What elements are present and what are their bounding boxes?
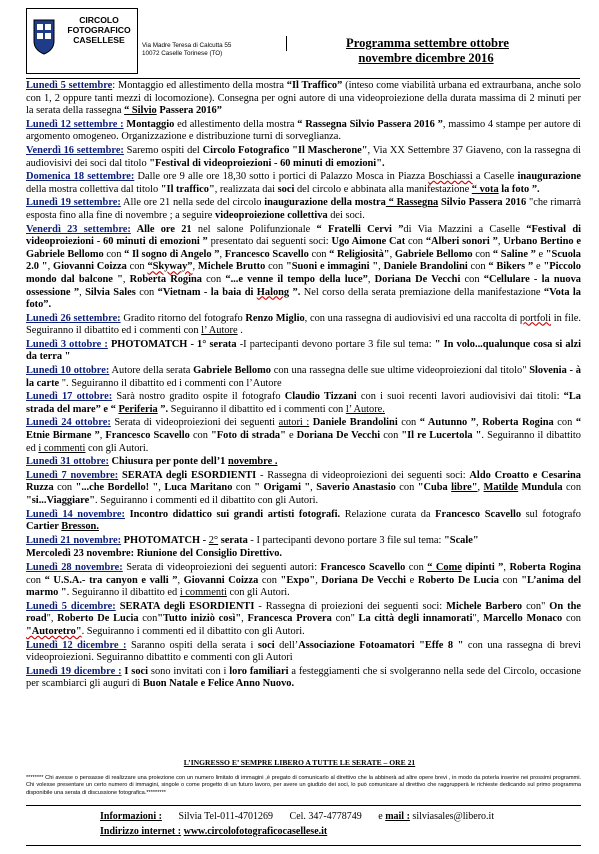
entry-text: “Festival di videoproiezioni - 60 minuti di emozioni ” bbox=[26, 223, 582, 248]
entry-text: - I partecipanti devono portare 3 file sul tema: bbox=[247, 534, 445, 546]
entry-text: novembre . bbox=[227, 456, 278, 468]
entry-text: "Scale" bbox=[444, 534, 479, 546]
address-line-1: Via Madre Teresa di Calcutta 55 bbox=[142, 42, 232, 49]
entry-text: , bbox=[219, 248, 225, 260]
entry-text: ". Seguiranno il dibattito ed i commenti con l’Autore bbox=[59, 377, 282, 389]
entry-text: con i suoi recenti lavori audiovisivi dai titoli: bbox=[356, 391, 564, 403]
program-entry bbox=[26, 417, 581, 455]
entry-text: a Caselle bbox=[472, 171, 518, 183]
logo-text bbox=[62, 15, 136, 45]
footer-divider-top bbox=[26, 805, 581, 806]
entry-text: , bbox=[503, 561, 510, 573]
info-label: Informazioni : bbox=[100, 811, 162, 822]
entry-text: Alle ore 21 nella sede del circolo bbox=[120, 197, 265, 209]
entry-text: “Cellulare - la nuova ossessione ” bbox=[26, 273, 581, 298]
entry-text: Buon Natale e Felice Anno Nuovo. bbox=[142, 678, 295, 690]
entry-text: del circolo e abbinata alla manifestazione bbox=[294, 183, 472, 195]
entry-text: Luca Maritano bbox=[164, 482, 233, 494]
logo-line-1: CIRCOLO bbox=[79, 15, 119, 25]
entry-text: Roberto De Lucia bbox=[417, 574, 499, 586]
entry-text: i commenti bbox=[38, 442, 86, 454]
entry-text: sono invitati con i bbox=[148, 665, 230, 677]
entry-text: con bbox=[53, 482, 76, 494]
entry-text: Doriana De Vecchi bbox=[321, 574, 406, 586]
entry-text: e bbox=[533, 261, 544, 273]
entry-text: libre" bbox=[451, 482, 478, 494]
header-divider bbox=[26, 78, 580, 79]
entry-text: dei soci. bbox=[327, 209, 365, 221]
entry-date: Lunedì 14 novembre: bbox=[26, 508, 126, 520]
entry-text: “ Il sogno di Angelo ” bbox=[124, 248, 220, 260]
entry-text: Nel corso della serata premiazione della manifestazione bbox=[300, 286, 544, 298]
entry-text: , bbox=[241, 613, 248, 625]
entry-text: "Festival di videoproiezioni - 60 minuti di emozioni". bbox=[149, 157, 385, 169]
web-label: Indirizzo internet : bbox=[100, 826, 182, 837]
entry-text: , bbox=[497, 236, 504, 248]
entry-text: , bbox=[79, 286, 86, 298]
entry-text: Serata di videoproiezioni dei seguenti bbox=[110, 417, 279, 429]
entry-text: i commenti bbox=[179, 587, 227, 599]
entry-text: “Vota la foto”. bbox=[26, 286, 582, 311]
entry-text: Alle ore 21 bbox=[130, 223, 192, 235]
program-entry bbox=[26, 640, 581, 665]
entry-text: Mundula bbox=[518, 482, 563, 494]
entry-text: On the road bbox=[26, 600, 581, 625]
entry-text: Riunione del Consiglio Direttivo. bbox=[134, 548, 283, 560]
entry-text: sul fotografo bbox=[521, 508, 581, 520]
entry-text: Montaggio bbox=[123, 118, 175, 130]
entry-text: “ Silvio bbox=[124, 105, 157, 117]
entry-text: Chiusura per ponte dell’1 bbox=[108, 456, 228, 468]
footer-divider-bottom bbox=[26, 845, 581, 846]
entry-text: Roberta Rogina bbox=[509, 561, 581, 573]
entry-date: Lunedì 28 novembre: bbox=[26, 561, 123, 573]
entry-text: Silvia Sales bbox=[85, 286, 136, 298]
entry-text: , bbox=[177, 574, 184, 586]
contact-and: e bbox=[378, 811, 383, 822]
entry-text: Roberto De Lucia bbox=[57, 613, 139, 625]
entry-text: con gli Autori. bbox=[85, 442, 149, 454]
entry-text: Dalle ore 9 alle ore 18,30 sotto i portici di Palazzo Mosca in Piazza bbox=[134, 171, 429, 183]
entry-text: in file. Seguiranno il dibattito ed i commenti con bbox=[26, 312, 581, 337]
entry-text: "Il traffico" bbox=[160, 183, 215, 195]
entry-text: serata bbox=[218, 534, 248, 546]
entry-text: . Seguiranno il dibattito ed bbox=[66, 587, 180, 599]
entry-text: , bbox=[158, 482, 165, 494]
website-link[interactable]: www.circolofotograficocasellese.it bbox=[183, 826, 328, 837]
entry-text: "Suoni e immagini " bbox=[285, 261, 379, 273]
header bbox=[26, 8, 580, 78]
entry-text: Francesca Provera bbox=[247, 613, 332, 625]
entry-text: “Vietnam - la baia di bbox=[157, 286, 257, 298]
entry-text: Daniele Brandolini bbox=[383, 261, 468, 273]
entry-text: , bbox=[192, 261, 198, 273]
logo-line-2: FOTOGRAFICO bbox=[67, 25, 131, 35]
entry-text: . Seguiranno i commenti ed il dibattito con gli Autori. bbox=[81, 625, 305, 637]
contact-cell: Cel. 347-4778749 bbox=[289, 811, 362, 822]
entry-text: con bbox=[138, 613, 158, 625]
entry-text: Cartier bbox=[26, 521, 62, 533]
entry-text: con bbox=[460, 273, 484, 285]
entry-text: con bbox=[258, 574, 281, 586]
entry-text: Periferia bbox=[118, 403, 158, 415]
entry-text: "Tutto iniziò così" bbox=[157, 613, 242, 625]
entry-text: Gabriele Bellomo bbox=[394, 248, 473, 260]
entry-date: Venerdì 16 settembre: bbox=[26, 144, 124, 156]
entry-date: Lunedì 3 ottobre : bbox=[26, 338, 108, 350]
program-entry bbox=[26, 562, 581, 600]
entry-text: Urbano Bertino e Gabriele Bellomo bbox=[26, 236, 581, 260]
entry-text: “ Bikers ” bbox=[488, 261, 534, 273]
entry-text: Renzo Miglio bbox=[245, 312, 305, 324]
entry-date: Lunedì 7 novembre: bbox=[26, 469, 119, 481]
logo-line-3: CASELLESE bbox=[73, 35, 125, 45]
entry-text: della mostra collettiva dal titolo bbox=[26, 183, 161, 195]
entry-text: , bbox=[99, 430, 106, 442]
entry-text: inaugurazione della mostra bbox=[264, 197, 386, 209]
entry-date: Lunedì 19 settembre: bbox=[26, 197, 121, 209]
entry-text: SERATA degli ESORDIENTI bbox=[118, 469, 257, 481]
entry-text: e bbox=[535, 248, 546, 260]
entry-text: “ vota bbox=[471, 183, 499, 195]
entry-text: la foto ”. bbox=[498, 183, 540, 195]
contact-name-phone: Silvia Tel-011-4701269 bbox=[178, 811, 274, 822]
entry-text: , bbox=[122, 273, 130, 285]
entry-text: loro familiari bbox=[229, 665, 289, 677]
entry-date: Lunedì 5 settembre bbox=[26, 80, 113, 91]
entry-text: “ U.S.A.- tra canyon e valli ” bbox=[44, 574, 178, 586]
entry-text: - Rassegna di videoproiezioni dei seguenti soci: bbox=[256, 469, 470, 481]
entry-text: l’ Autore. bbox=[345, 403, 385, 415]
entry-text: con bbox=[265, 261, 286, 273]
program-entries bbox=[26, 80, 581, 692]
contact-info bbox=[100, 811, 494, 822]
free-entry-notice: L’INGRESSO E’ SEMPRE LIBERO A TUTTE LE SERATE – ORE 21 bbox=[183, 758, 416, 767]
entry-text: dell’ bbox=[274, 639, 299, 651]
entry-text: con bbox=[189, 430, 212, 442]
entry-text: Doriana De Vecchi bbox=[374, 273, 461, 285]
entry-text: con" bbox=[331, 613, 359, 625]
entry-date: Venerdì 23 settembre: bbox=[26, 223, 131, 235]
entry-text: "si...Viaggiare" bbox=[26, 495, 95, 506]
entry-text: Saverio Anastasio bbox=[316, 482, 396, 494]
entry-text: “ Autunno ” bbox=[419, 417, 476, 429]
entry-text: Associazione Fotoamatori bbox=[298, 639, 415, 651]
entry-text: con bbox=[135, 286, 158, 298]
entry-text: con bbox=[498, 574, 522, 586]
program-entry bbox=[26, 313, 581, 338]
entry-text: Passera 2016” bbox=[156, 105, 222, 117]
entry-text: Circolo Fotografico "Il Mascherone" bbox=[202, 144, 368, 156]
program-entry bbox=[26, 456, 581, 469]
entry-text: Serata di videoproiezioni dei seguenti autori: bbox=[122, 561, 321, 573]
entry-text: “ Religiosità" bbox=[329, 248, 390, 260]
shield-icon bbox=[33, 19, 55, 55]
entry-text: “Il Traffico” bbox=[286, 80, 343, 91]
entry-text: Seguiranno il dibattito ed i commenti con bbox=[168, 403, 346, 415]
contact-email[interactable]: silviasales@libero.it bbox=[412, 811, 495, 822]
program-entry bbox=[26, 365, 581, 390]
entry-text: “ Etnie Birmane ” bbox=[26, 417, 582, 442]
entry-text: "Scuola 2.0 " bbox=[26, 248, 581, 273]
entry-text: ed allestimento della mostra bbox=[174, 118, 298, 130]
entry-date: Lunedì 19 dicembre : bbox=[26, 665, 122, 677]
entry-text: dipinti ” bbox=[461, 561, 504, 573]
entry-text: Gabriele Bellomo bbox=[193, 365, 271, 377]
entry-text: . Seguiranno i commenti ed il dibattito con gli Autori. bbox=[94, 495, 319, 506]
entry-text: con una rassegna delle sue ultime videoproiezioni dal titolo" bbox=[270, 365, 530, 377]
entry-text: Boschiassi bbox=[428, 171, 473, 183]
entry-text: Aldo Croatto e Cesarina Ruzza bbox=[26, 469, 582, 494]
entry-date: Lunedì 10 ottobre: bbox=[26, 365, 110, 377]
entry-text: Saranno ospiti della serata i bbox=[126, 639, 258, 651]
entry-text: PHOTOMATCH - bbox=[121, 534, 209, 546]
club-address bbox=[142, 42, 231, 58]
entry-text: Matilde bbox=[483, 482, 519, 494]
entry-text: . Seguiranno il dibattito ed bbox=[26, 430, 581, 454]
entry-text: ”. bbox=[289, 286, 301, 298]
entry-text: - Rassegna di proiezioni dei seguenti soci: bbox=[254, 600, 447, 612]
entry-text: con bbox=[308, 248, 330, 260]
entry-text: Autore della serata bbox=[109, 365, 194, 377]
entry-text: Francesco Scavello bbox=[224, 248, 309, 260]
entry-text: presentato dai seguenti soci: bbox=[207, 236, 332, 248]
entry-date: Lunedì 24 ottobre: bbox=[26, 417, 111, 429]
entry-date: Domenica 18 settembre: bbox=[26, 171, 135, 183]
entry-text: Michele Barbero bbox=[446, 600, 523, 612]
entry-text: “La strada del mare” e “ bbox=[26, 391, 581, 415]
entry-text: inaugurazione bbox=[517, 171, 581, 183]
entry-text: Marcello Monaco bbox=[483, 613, 563, 625]
entry-text: “ Rassegna bbox=[385, 197, 439, 209]
entry-date: Lunedì 17 ottobre: bbox=[26, 391, 113, 403]
entry-text: e bbox=[405, 574, 418, 586]
entry-text: Doriana De Vecchi bbox=[296, 430, 381, 442]
entry-text: con bbox=[397, 417, 420, 429]
entry-text: "L’anima del marmo " bbox=[26, 574, 582, 599]
entry-text: Giovanni Coizza bbox=[183, 574, 259, 586]
mail-label: mail : bbox=[385, 811, 410, 822]
entry-text: , bbox=[47, 261, 53, 273]
entry-text: , Via XX Settembre 37 Giaveno, con la rassegna di audiovisivi dei soci dal titolo bbox=[26, 144, 581, 169]
program-entry bbox=[26, 197, 581, 222]
entry-text: Francesco Scavello bbox=[105, 430, 190, 442]
entry-text: di Via Mazzini a Caselle bbox=[403, 223, 527, 235]
entry-text: , massimo 4 stampe per autore di argomento omogeneo. Organizzazione e distribuzione turni di sorveglianza. bbox=[26, 118, 581, 143]
entry-text: "Effe 8 " bbox=[419, 639, 464, 651]
entry-text: con bbox=[201, 273, 226, 285]
entry-text: con gli Autori. bbox=[226, 587, 290, 599]
entry-text: Francesco Scavello bbox=[320, 561, 406, 573]
entry-text: ", bbox=[472, 613, 484, 625]
website-info bbox=[100, 826, 327, 837]
entry-text: a festeggiamenti che si svolgeranno nella sede del Circolo, occasione per scambiarci gli auguri di bbox=[26, 665, 582, 690]
entry-text: "Piccolo mondo dal balcone " bbox=[26, 261, 581, 285]
entry-text: “Skyway” bbox=[147, 261, 193, 273]
entry-date: Lunedì 26 settembre: bbox=[26, 312, 121, 324]
entry-text: con bbox=[232, 482, 255, 494]
entry-text: Slovenia - à la carte bbox=[26, 365, 581, 389]
entry-text: videoproiezione collettiva bbox=[215, 209, 328, 221]
entry-text: PHOTOMATCH - 1° serata bbox=[107, 338, 237, 350]
entry-text: Roberta Rogina bbox=[482, 417, 554, 429]
entry-text: con" bbox=[522, 600, 550, 612]
entry-text: , realizzata dai bbox=[214, 183, 278, 195]
entry-text: "Il re Lucertola " bbox=[401, 430, 482, 442]
entry-text: ", bbox=[46, 613, 58, 625]
entry-text: "...che Bordello! " bbox=[75, 482, 159, 494]
entry-text: Daniele Brandolini bbox=[309, 417, 398, 429]
entry-text: Michele Brutto bbox=[197, 261, 266, 273]
entry-text: " In volo...qualunque cosa si alzi da terra " bbox=[26, 338, 581, 363]
entry-text: nel salone Polifunzionale bbox=[191, 223, 317, 235]
entry-text: Giovanni Coizza bbox=[52, 261, 127, 273]
entry-text: Incontro didattico sui grandi artisti fotografi. bbox=[125, 508, 341, 520]
entry-text: Gradito ritorno del fotografo bbox=[120, 312, 246, 324]
program-entry bbox=[26, 80, 581, 118]
entry-text: Francesco Scavello bbox=[435, 508, 522, 520]
entry-text: : Montaggio ed allestimento della mostra bbox=[112, 80, 287, 91]
entry-date: Lunedì 12 dicembre : bbox=[26, 639, 127, 651]
entry-text: Bresson. bbox=[61, 521, 99, 533]
entry-text: con bbox=[26, 574, 45, 586]
entry-text: "Foto di strada" bbox=[211, 430, 286, 442]
entry-text: , bbox=[310, 482, 317, 494]
entry-text: "Autoretro" bbox=[26, 625, 82, 637]
program-entry bbox=[26, 171, 581, 196]
program-entry bbox=[26, 339, 581, 364]
entry-text: con bbox=[405, 561, 428, 573]
entry-text: , bbox=[389, 248, 395, 260]
entry-text: autori : bbox=[278, 417, 310, 429]
entry-text: ”. bbox=[157, 403, 169, 415]
entry-date: Lunedì 31 ottobre: bbox=[26, 456, 109, 468]
entry-text: La città degli innamorati bbox=[358, 613, 473, 625]
entry-text: , bbox=[367, 273, 375, 285]
program-entry bbox=[26, 548, 581, 561]
program-entry bbox=[26, 666, 581, 691]
program-entry bbox=[26, 601, 581, 639]
program-title bbox=[286, 36, 566, 66]
entry-text: con bbox=[467, 261, 489, 273]
entry-text: “ Rassegna Silvio Passera 2016 ” bbox=[297, 118, 443, 130]
entry-text: con bbox=[562, 613, 581, 625]
entry-text: “ Saline ” bbox=[492, 248, 536, 260]
entry-text: “ Come bbox=[427, 561, 462, 573]
entry-text: "che rimarrà esposta fino alla fine di novembre ; a seguire bbox=[26, 197, 581, 221]
program-entry bbox=[26, 470, 581, 508]
entry-text: “...e venne il tempo della luce” bbox=[225, 273, 368, 285]
program-title-line-1: Programma settembre ottobre bbox=[286, 36, 566, 51]
entry-text: " Origami " bbox=[254, 482, 311, 494]
club-logo bbox=[26, 8, 138, 74]
entry-text: soci bbox=[277, 183, 295, 195]
entry-text: , bbox=[315, 574, 322, 586]
entry-text: . bbox=[237, 325, 243, 337]
entry-text: con bbox=[380, 430, 402, 442]
footer-note: ******** Chi avesse o pensasse di realizzare una proiezione con un numero limitato di immagini ,è pregato di comunicarlo al direttivo che la abbinerà ad altre opere brevi , in modo da poterla inserire nei prossimi programmi. Chi volesse presentare un certo numero di immagini, singole o come progetto di un futuro lavoro, per avere un giudizio dei soci, lo può comunicare al direttivo che raggrupperà le richieste dedicando sul primo programma disponibile una serata di discussione fotografica.********* bbox=[26, 775, 581, 796]
entry-text: 2° bbox=[208, 534, 219, 546]
entry-text: Roberta Rogina bbox=[129, 273, 202, 285]
entry-date: Lunedì 12 settembre : bbox=[26, 118, 124, 130]
entry-text: e bbox=[285, 430, 297, 442]
entry-text: I soci bbox=[121, 665, 149, 677]
program-title-line-2: novembre dicembre 2016 bbox=[358, 51, 494, 65]
program-entry bbox=[26, 391, 581, 416]
entry-text: con bbox=[405, 236, 426, 248]
entry-text: con bbox=[553, 417, 576, 429]
entry-text: "Cuba bbox=[417, 482, 452, 494]
entry-text: con bbox=[126, 261, 148, 273]
entry-text: , con una rassegna di audiovisivi ed una raccolta di bbox=[304, 312, 520, 324]
entry-text: , bbox=[475, 417, 483, 429]
entry-text: con bbox=[103, 248, 125, 260]
entry-text: Silvio Passera 2016 bbox=[438, 197, 527, 209]
program-entry bbox=[26, 509, 581, 534]
entry-text: SERATA degli ESORDIENTI bbox=[115, 600, 255, 612]
entry-text: soci bbox=[257, 639, 275, 651]
address-line-2: 10072 Caselle Torinese (TO) bbox=[142, 50, 223, 57]
entry-date: Lunedì 5 dicembre: bbox=[26, 600, 116, 612]
entry-text: “Alberi sonori ” bbox=[425, 236, 498, 248]
entry-text: “ Fratelli Cervi ” bbox=[316, 223, 404, 235]
program-entry bbox=[26, 224, 581, 312]
entry-text: con bbox=[472, 248, 493, 260]
entry-text: Saremo ospiti del bbox=[123, 144, 203, 156]
entry-text: Relazione curata da bbox=[340, 508, 436, 520]
entry-text: Halong bbox=[256, 286, 290, 298]
entry-text: , bbox=[378, 261, 384, 273]
program-entry bbox=[26, 145, 581, 170]
entry-text: con una rassegna di brevi videoproiezioni. Seguiranno dibattito e commenti con gli Autori bbox=[26, 639, 582, 664]
entry-text: l’ Autore bbox=[201, 325, 238, 337]
entry-text: portfoli bbox=[519, 312, 552, 324]
entry-text: , bbox=[477, 482, 484, 494]
entry-text: (inteso come viabilità urbana ed extraurbana, anche solo con 1, 2 oppure tanti mezzi di locomozione). Consegna per ogni autore di una videoproiezione della durata massima di 2 minuti per la serata della rassegna bbox=[26, 80, 582, 117]
entry-text: Claudio Tizzani bbox=[284, 391, 357, 403]
entry-text: con bbox=[395, 482, 418, 494]
entry-date: Lunedì 21 novembre: bbox=[26, 534, 122, 546]
entry-text: Ugo Aimone Cat bbox=[331, 236, 406, 248]
entry-text: con bbox=[562, 482, 582, 494]
entry-text: Sarà nostro gradito ospite il fotografo bbox=[112, 391, 285, 403]
program-entry bbox=[26, 535, 581, 548]
entry-text: "Expo" bbox=[280, 574, 316, 586]
entry-text: -I partecipanti devono portare 3 file sul tema: bbox=[236, 338, 435, 350]
entry-date: Mercoledì 23 novembre: bbox=[26, 548, 135, 560]
program-entry bbox=[26, 119, 581, 144]
